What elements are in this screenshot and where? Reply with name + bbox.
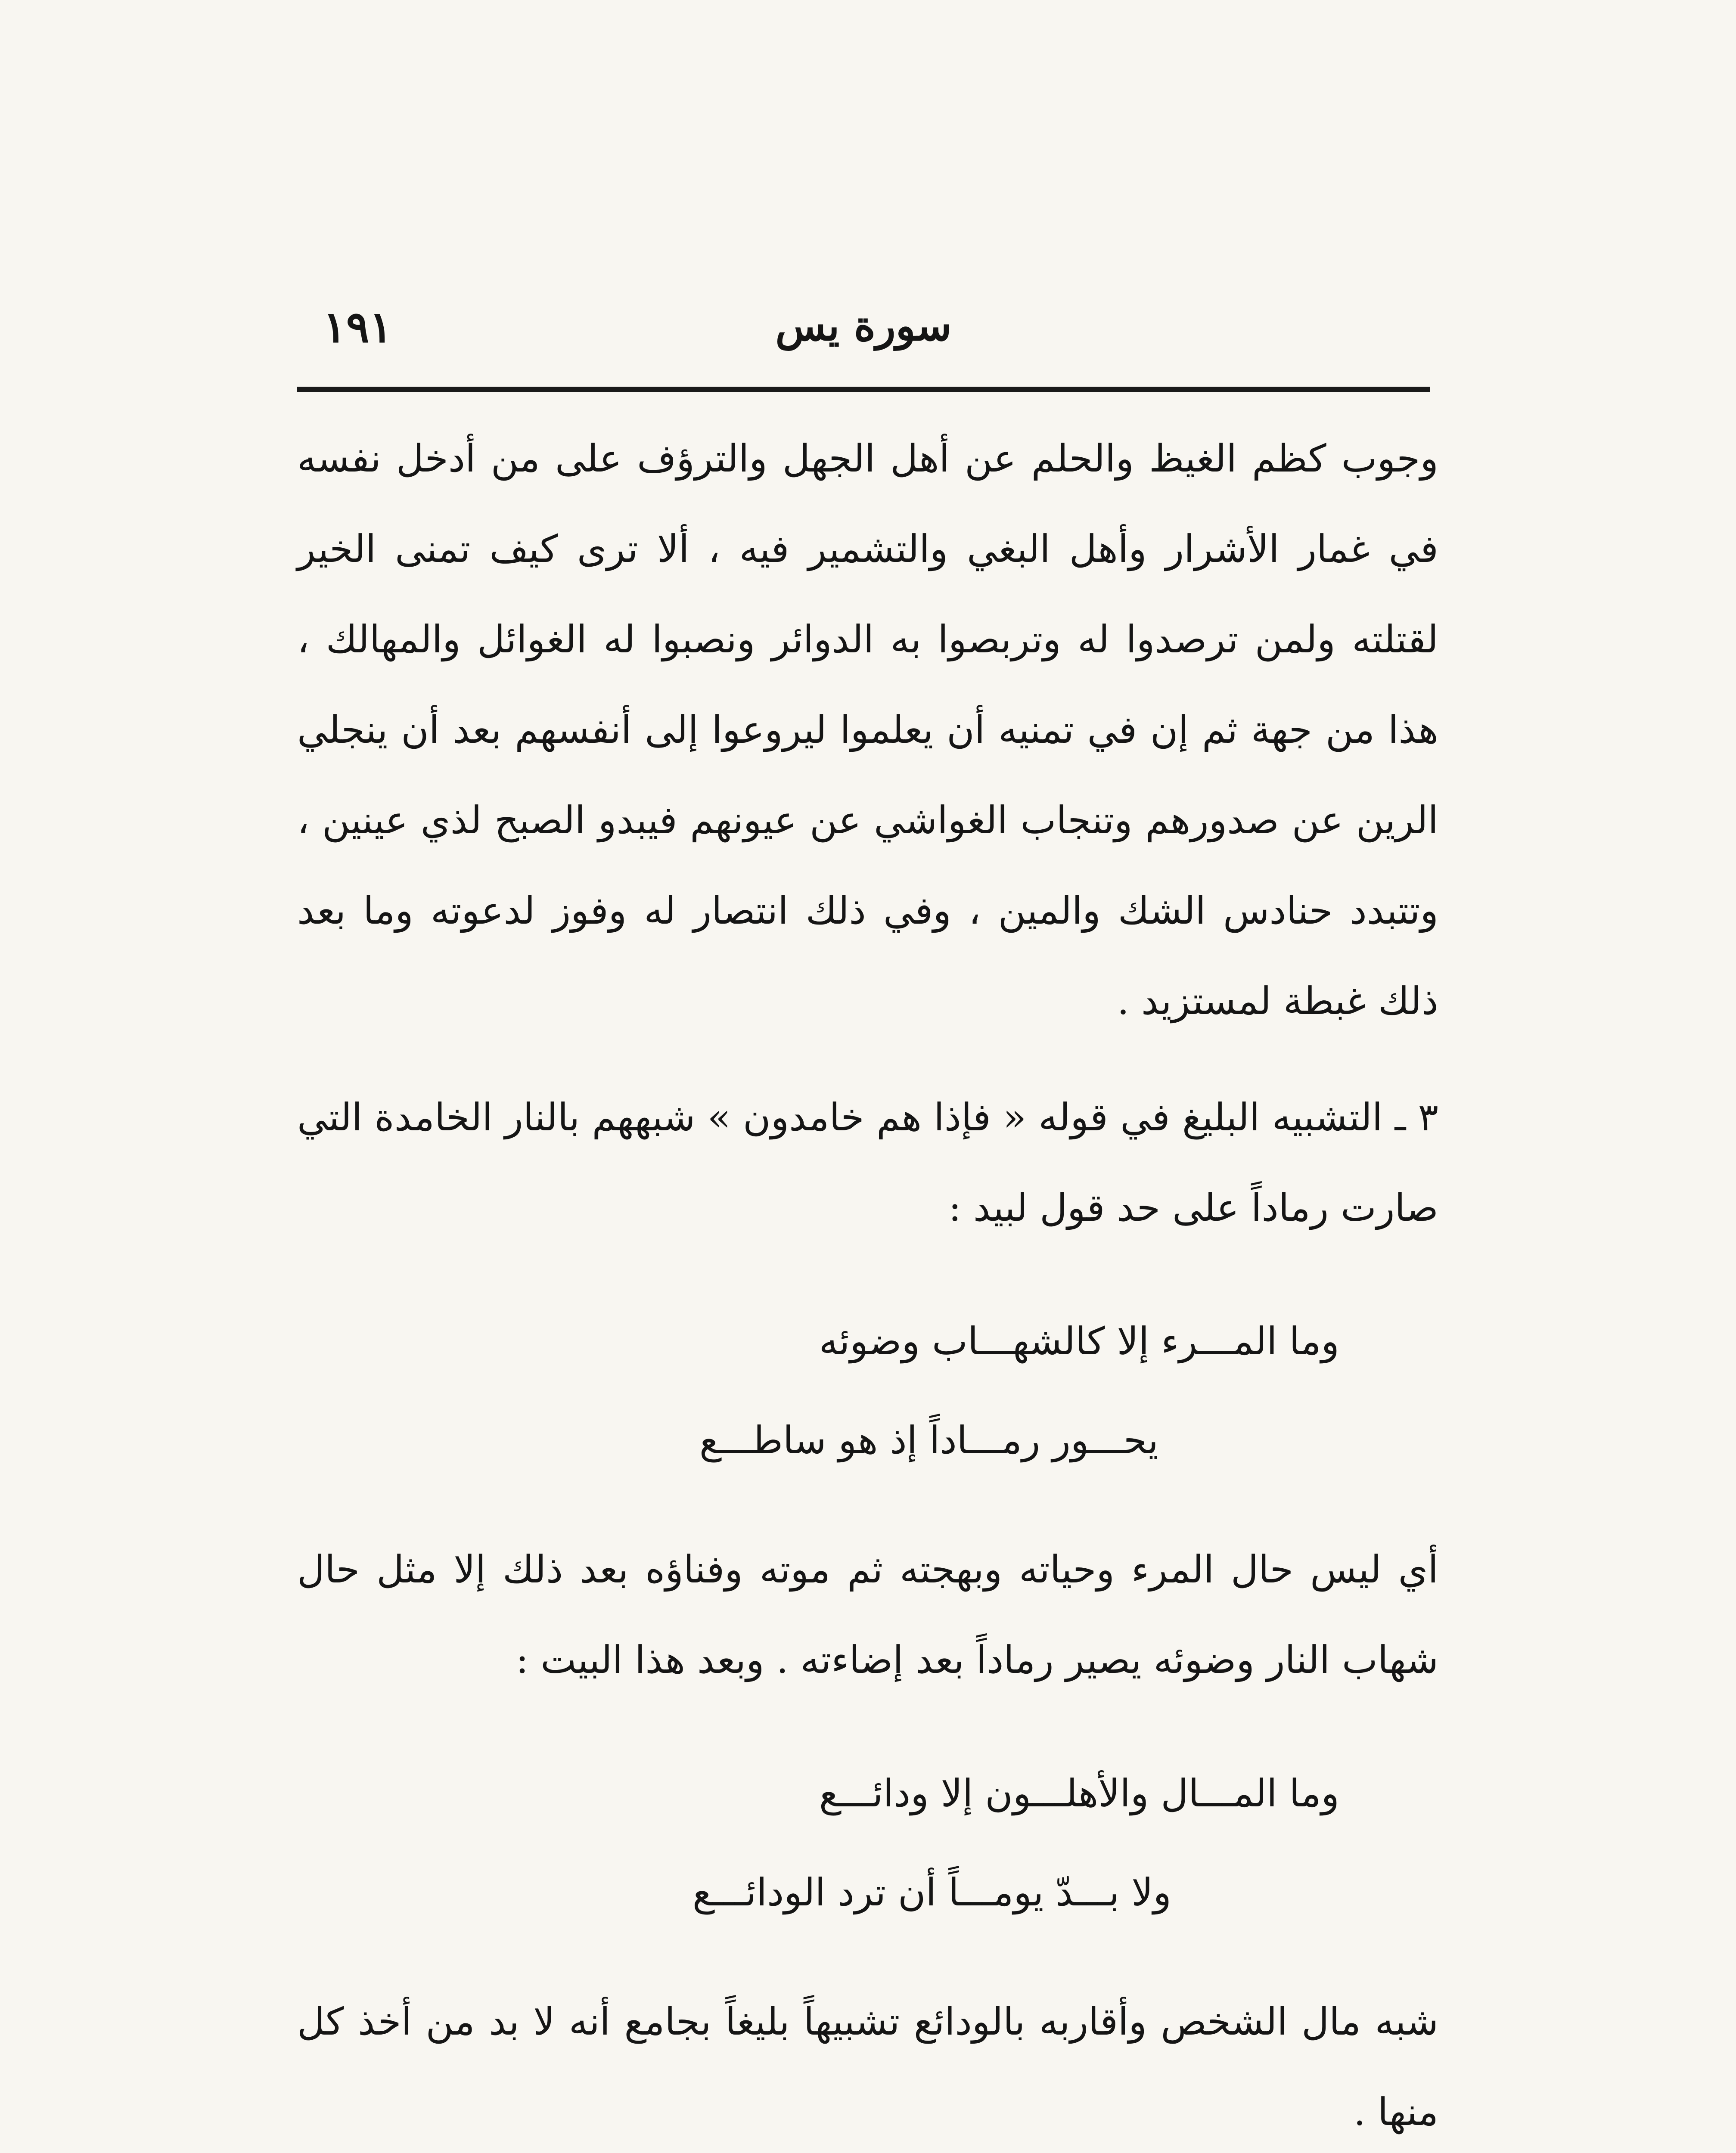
- verse-1-hemistich-1: وما المـــرء إلا كالشهـــاب وضوئه: [819, 1319, 1339, 1363]
- page-number: ١٩١: [323, 301, 393, 352]
- page-body: [297, 413, 1438, 2153]
- verse-2-hemistich-2: ولا بـــدّ يومـــاً أن ترد الودائـــع: [692, 1870, 1171, 1914]
- paragraph-4: شبه مال الشخص وأقاربه بالودائع تشبيهاً بليغاً بجامع أنه لا بد من أخذ كل منها .: [297, 1999, 1438, 2134]
- paragraph-2: ٣ ـ التشبيه البليغ في قوله « فإذا هم خامدون » شبههم بالنار الخامدة التي صارت رماداً على حد قول لبيد :: [297, 1095, 1438, 1230]
- verse-block-2: [297, 1744, 1438, 1942]
- paragraph-1: وجوب كظم الغيظ والحلم عن أهل الجهل والترؤف على من أدخل نفسه في غمار الأشرار وأهل البغي والتشمير فيه ، ألا ترى كيف تمنى الخير لقتلته ولمن ترصدوا له وتربصوا به الدوائر ونصبوا له الغوائل والمهالك ، هذا من جهة ثم إن في تمنيه أن يعلموا ليروعوا إلى أنفسهم بعد أن ينجلي الرين عن صدورهم وتنجاب الغواشي عن عيونهم فيبدو الصبح لذي عينين ، وتتبدد حنادس الشك والمين ، وفي ذلك انتصار له وفوز لدعوته وما بعد ذلك غبطة لمستزيد .: [297, 436, 1438, 1023]
- paragraph-3: أي ليس حال المرء وحياته وبهجته ثم موته وفناؤه بعد ذلك إلا مثل حال شهاب النار وضوئه يصير رماداً بعد إضاءته . وبعد هذا البيت :: [297, 1547, 1438, 1682]
- verse-2-hemistich-1: وما المـــال والأهلـــون إلا ودائـــع: [819, 1771, 1339, 1815]
- header-divider: [297, 387, 1430, 392]
- verse-1-hemistich-2: يحـــور رمـــاداً إذ هو ساطـــع: [699, 1418, 1158, 1462]
- page-header: [297, 276, 1430, 392]
- page-title: سورة يس: [775, 301, 952, 350]
- verse-block-1: [297, 1292, 1438, 1490]
